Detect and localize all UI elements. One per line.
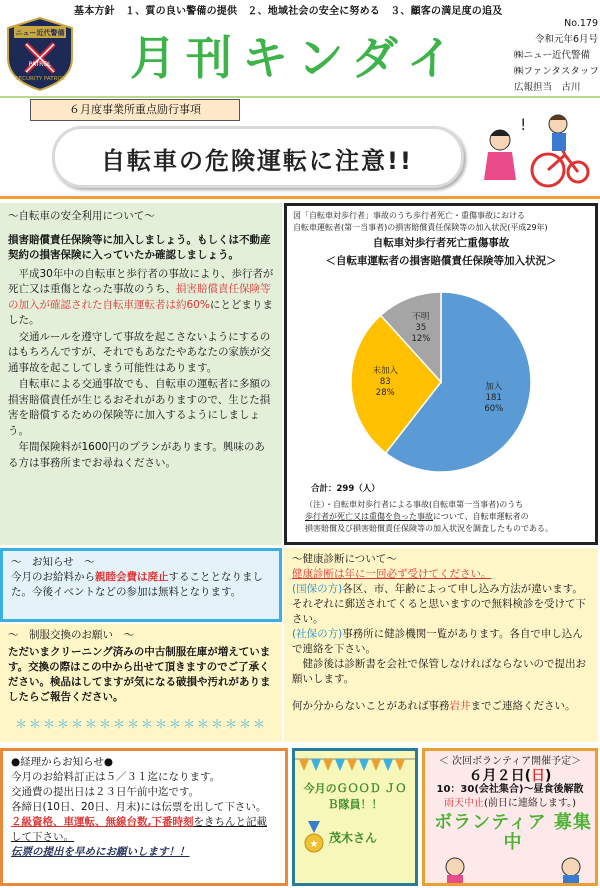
svg-text:★: ★ xyxy=(309,839,319,850)
highlight-text: 損害賠償責任保険等の加入が確認された自転車運転者は約60% xyxy=(8,283,271,311)
chart-caption-1: 図「自転車対歩行者」事故のうち歩行者死亡・重傷事故における xyxy=(293,211,525,220)
chart-subtitle: ＜自転車運転者の損害賠償責任保険等加入状況＞ xyxy=(325,255,557,267)
editor-credit: 広報担当 古川 xyxy=(514,82,581,93)
logo-text-bottom: SECURITY PATROL xyxy=(15,76,65,82)
pie-chart xyxy=(287,282,595,478)
logo-text-top: ニュー近代警備 xyxy=(15,29,65,37)
volunteer-date: ６月２日(日) xyxy=(468,768,552,784)
notice-text: 今月のお給料から親睦会費は廃止することとなりました。今後イベントなどの参加は無料となります。 xyxy=(11,571,263,598)
accounting-line-5: 伝票の提出を早めにお願いします！！ xyxy=(11,846,190,858)
good-job-box xyxy=(292,748,418,886)
health-red-notice: 健康診断は年に一回必ず受けてください。 xyxy=(292,568,492,580)
medal-icon xyxy=(303,821,325,855)
uniform-exchange-box xyxy=(0,624,282,742)
chart-note: （注）・自転車対歩行者による事故(自転車第一当事者)のうち 歩行者が死亡又は重傷を負った事故について、自転車運転者の 損害賠償及び損害賠償責任保険等の加入状況を調査したものである。 xyxy=(305,500,553,533)
volunteer-rain: 雨天中止(前日に連絡します。) xyxy=(443,798,576,809)
health-contact-text: 何か分からないことがあれば事務岩井までご連絡ください。 xyxy=(292,700,576,712)
volunteer-time: 10：30(会社集合)～昼食後解散 xyxy=(436,784,584,795)
accounting-heading: ●経理からお知らせ● xyxy=(11,756,114,768)
headline-text: 自転車の危険運転に注意!! xyxy=(101,147,413,175)
paragraph-3: 自転車による交通事故でも、自転車の運転者に多額の損害賠償責任が生じるおそれがありますので、生じた損害を賠償するための保険等に加入するようにしましょう。 xyxy=(8,378,271,437)
accounting-line-2: 交通費の提出日は２３日午前中迄です。 xyxy=(11,786,200,798)
svg-text:PATROL: PATROL xyxy=(28,61,52,68)
lead-text: 損害賠償責任保険等に加入しましょう。もしくは不動産契約の損害保険に入っていたか確認しましょう。 xyxy=(8,233,271,261)
pie-label-1-0: 未加入 xyxy=(372,366,398,377)
accounting-line-3: 各締日(10日、20日、月末)には伝票を出して下さい。 xyxy=(11,801,267,813)
good-job-name: 茂木さん xyxy=(329,831,378,845)
pie-label-2-0: 不明 xyxy=(412,311,430,322)
social-insurance-text: (社保の方)事務所に健診機関一覧があります。各自で申し込んで連絡を下さい。 xyxy=(292,628,583,655)
pie-label-2-1: 35 xyxy=(415,322,427,333)
chart-caption-2: 自転車運転者(第一当事者)の損害賠償責任保険等の加入状況(平成29年) xyxy=(293,223,548,232)
accounting-notice-box xyxy=(0,748,288,886)
policy-line: 基本方針 １、質の良い警備の提供 ２、地域社会の安全に努める ３、顧客の満足度の追及 xyxy=(74,6,503,17)
chart-total: 合計：299（人） xyxy=(311,484,380,494)
good-job-title: 今月のＧＯＯＤ ＪＯＢ隊員！！ xyxy=(303,782,407,811)
chart-title: 自転車対歩行者死亡重傷事故 xyxy=(372,237,510,249)
newsletter-title: 月刊キンダイ xyxy=(130,31,463,85)
bicycle-safety-section xyxy=(0,203,282,545)
header-divider xyxy=(0,96,600,98)
volunteer-box xyxy=(422,748,598,886)
pie-label-0-0: 加入 xyxy=(485,382,503,393)
pie-label-0-1: 181 xyxy=(485,393,502,404)
notice-heading: ～ お知らせ ～ xyxy=(11,556,95,568)
health-heading: ～健康診断について～ xyxy=(292,553,397,565)
issue-date: 令和元年6月号 xyxy=(534,34,598,45)
section-divider xyxy=(0,196,600,199)
volunteer-banner: ボランティア 募集中 xyxy=(434,812,592,853)
health-check-box xyxy=(284,548,598,742)
issue-number: No.179 xyxy=(564,18,598,29)
volunteer-heading: ＜ 次回ボランティア開催予定＞ xyxy=(438,756,582,767)
uniform-text: ただいまクリーニング済みの中古制服在庫が増えています。交換の際はこの中から出せて頂きますのでご了承ください。検品はしてますが気になる破損や汚れがありましたらご報告ください。 xyxy=(8,646,271,703)
bicycle-accident-illustration xyxy=(470,100,590,195)
paragraph-1: 平成30年中の自転車と歩行者の事故により、歩行者が死亡又は重傷となった事故のうち、損害賠償責任保険等の加入が確認された自転車運転者は約60%にとどまりました。 xyxy=(8,267,274,326)
section-heading: ～自転車の安全利用について～ xyxy=(8,210,155,222)
company-logo xyxy=(4,14,76,92)
national-insurance-text: (国保の方)各区、市、年齢によって申し込み方法が違います。それぞれに郵送されてくると思いますので無料検診を受けて下さい。 xyxy=(292,583,586,625)
feature-subtitle: ６月度事業所重点励行事項 xyxy=(30,99,240,121)
accounting-line-4: ２級資格、車運転、無線台数,下番時刻をきちんと記載して下さい。 xyxy=(11,816,267,843)
paragraph-2: 交通ルールを遵守して事故を起こさないようにするのはもちろんですが、それでもあなたやあなたの家族が交通事故を起こしてしまう可能性はあります。 xyxy=(8,330,271,374)
svg-text:!: ! xyxy=(520,115,527,134)
issue-info xyxy=(514,16,598,96)
notice-box xyxy=(0,548,282,622)
pie-label-2-2: 12% xyxy=(411,333,431,344)
pie-label-1-1: 83 xyxy=(379,377,391,388)
bunting-icon xyxy=(295,755,415,775)
health-keep-text: 健診後は診断書を会社で保管しなければならないので提出お願いします。 xyxy=(292,658,586,685)
company-name-2: ㈱ファンタスタッフ xyxy=(514,66,599,77)
headline-banner xyxy=(52,126,464,188)
paragraph-4: 年間保険料が1600円のプランがあります。興味のある方は事務所までお尋ねください。 xyxy=(8,441,265,469)
uniform-heading: ～ 制服交換のお願い ～ xyxy=(8,629,134,641)
insurance-chart-panel xyxy=(284,203,598,545)
notice-highlight: 親睦会費は廃止 xyxy=(95,571,169,583)
pie-label-0-2: 60% xyxy=(484,404,504,415)
accounting-line-1: 今月のお給料訂正は５／３１迄になります。 xyxy=(11,771,221,783)
company-name-1: ㈱ニュー近代警備 xyxy=(514,50,591,61)
volunteer-people-icon xyxy=(433,855,593,883)
pie-label-1-2: 28% xyxy=(375,388,395,399)
star-divider: ＊＊＊＊＊＊＊＊＊＊＊＊＊＊＊＊＊＊ xyxy=(14,717,267,731)
